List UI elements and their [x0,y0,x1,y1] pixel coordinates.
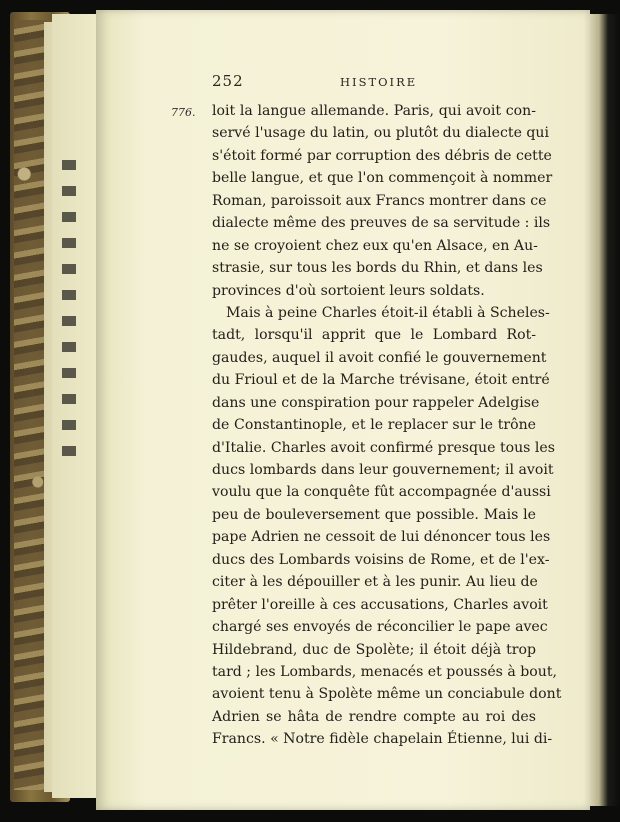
body-text [212,100,562,751]
text-line: citer à les dépouiller et à les punir. Au lieu de [212,574,538,591]
text-line: d'Italie. Charles avoit confirmé presque tous les [212,439,555,456]
text-line: prêter l'oreille à ces accusations, Charles avoit [212,596,548,613]
text-line: provinces d'où sortoient leurs soldats. [212,282,485,299]
text-line: gaudes, auquel il avoit confié le gouvernement [212,349,547,366]
text-line: strasie, sur tous les bords du Rhin, et dans les [212,260,543,277]
margin-year-note: 776. [171,106,196,119]
text-line: belle langue, et que l'on commençoit à nommer [212,170,553,187]
text-line: de Constantinople, et le replacer sur le trône [212,417,536,434]
text-line: Hildebrand, duc de Spolète; il étoit déjà trop [212,641,536,658]
bleed-through-marks [62,160,76,460]
text-line: Adrien se hâta de rendre compte au roi des [212,708,536,725]
text-line: dans une conspiration pour rappeler Adelgise [212,394,540,411]
text-line: du Frioul et de la Marche trévisane, étoit entré [212,372,550,389]
text-line: ne se croyoient chez eux qu'en Alsace, en Au- [212,237,538,254]
text-line: servé l'usage du latin, ou plutôt du dialecte qui [212,125,550,142]
text-line: dialecte même des preuves de sa servitude : ils [212,215,551,232]
text-line: avoient tenu à Spolète même un conciabule dont [212,686,562,703]
page-header [212,72,532,92]
running-title: HISTOIRE [340,75,418,89]
marbled-endpaper [14,20,48,790]
text-line: Francs. « Notre fidèle chapelain Étienne, lui di- [212,731,553,748]
text-line: ducs lombards dans leur gouvernement; il avoit [212,462,554,478]
text-line: voulu que la conquête fût accompagnée d'aussi [212,484,551,501]
text-line: pape Adrien ne cessoit de lui dénoncer tous les [212,529,551,546]
text-line: loit la langue allemande. Paris, qui avoit con- [212,103,536,119]
text-line: peu de bouleversement que possible. Mais le [212,506,536,523]
text-line: s'étoit formé par corruption des débris de cette [212,147,552,164]
text-line: tard ; les Lombards, menacés et poussés à bout, [212,663,558,680]
facing-page-edge [590,14,620,806]
text-line: Mais à peine Charles étoit-il établi à Scheles- [226,304,550,321]
text-line: chargé ses envoyés de réconcilier le pape avec [212,619,548,636]
text-line: ducs des Lombards voisins de Rome, et de l'ex- [212,551,550,568]
text-line: Roman, paroissoit aux Francs montrer dans ce [212,192,547,209]
text-line: tadt, lorsqu'il apprit que le Lombard Rot- [212,327,536,344]
page-number: 252 [212,72,244,90]
